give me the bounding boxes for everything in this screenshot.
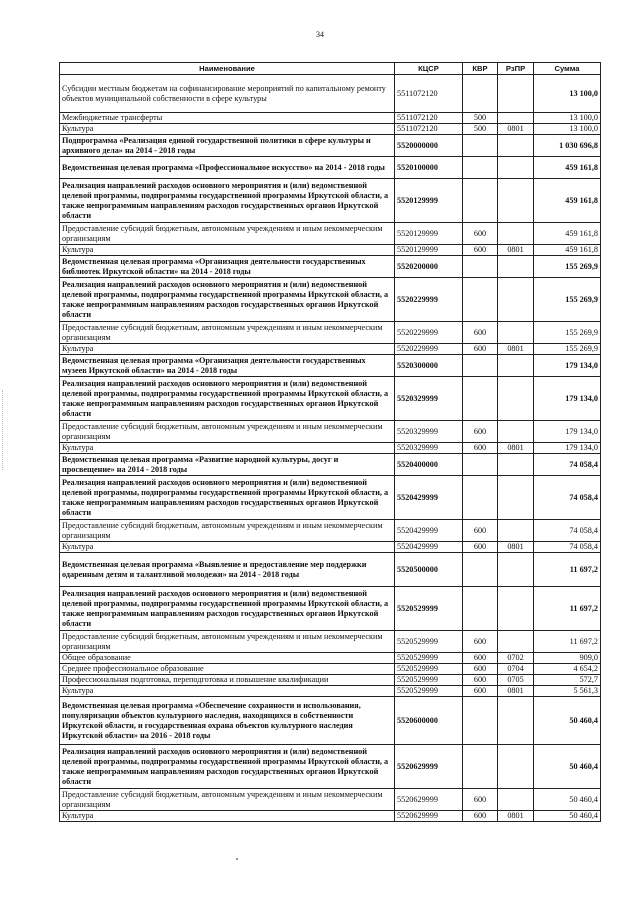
cell-kvr [463,355,498,377]
cell-sum: 155 269,9 [534,278,601,322]
cell-kvr: 600 [463,542,498,553]
cell-rzpr [498,553,534,587]
cell-rzpr [498,322,534,344]
cell-name: Среднее профессиональное образование [60,664,395,675]
cell-name: Культура [60,344,395,355]
table-row [60,745,601,789]
cell-sum: 179 134,0 [534,443,601,454]
cell-kvr [463,135,498,157]
cell-kvr: 600 [463,344,498,355]
table-row [60,421,601,443]
cell-name: Реализация направлений расходов основного мероприятия и (или) ведомственной целевой программы, подпрограммы государственной программы Иркутской области, а также непрограммным направлениям расходов государственных органов Иркутской области [60,179,395,223]
table-row [60,245,601,256]
header-kvr: КВР [463,63,498,75]
cell-code: 5520429999 [395,476,463,520]
cell-sum: 909,0 [534,653,601,664]
cell-code: 5520229999 [395,322,463,344]
cell-code: 5520629999 [395,789,463,811]
cell-sum: 179 134,0 [534,421,601,443]
cell-rzpr: 0801 [498,686,534,697]
table-row [60,223,601,245]
cell-code: 5520529999 [395,653,463,664]
cell-rzpr [498,745,534,789]
cell-sum: 74 058,4 [534,454,601,476]
cell-kvr: 600 [463,223,498,245]
table-row [60,179,601,223]
cell-kvr [463,179,498,223]
cell-sum: 179 134,0 [534,355,601,377]
cell-kvr: 600 [463,631,498,653]
table-row [60,124,601,135]
cell-name: Культура [60,542,395,553]
cell-code: 5520429999 [395,520,463,542]
cell-kvr: 600 [463,789,498,811]
cell-name: Культура [60,443,395,454]
cell-code: 5520629999 [395,745,463,789]
table-row [60,355,601,377]
cell-name: Общее образование [60,653,395,664]
scan-dot [236,858,238,860]
cell-sum: 74 058,4 [534,476,601,520]
cell-rzpr [498,75,534,113]
cell-code: 5520129999 [395,245,463,256]
cell-rzpr: 0801 [498,124,534,135]
cell-name: Предоставление субсидий бюджетным, автономным учреждениям и иным некоммерческим организациям [60,421,395,443]
cell-sum: 155 269,9 [534,344,601,355]
cell-rzpr: 0801 [498,811,534,822]
cell-name: Ведомственная целевая программа «Развитие народной культуры, досуг и просвещение» на 2014 - 2018 годы [60,454,395,476]
cell-code: 5520129999 [395,223,463,245]
cell-name: Культура [60,245,395,256]
table-row [60,157,601,179]
cell-rzpr [498,520,534,542]
cell-code: 5520400000 [395,454,463,476]
cell-sum: 13 100,0 [534,113,601,124]
cell-code: 5520500000 [395,553,463,587]
table-row [60,664,601,675]
cell-code: 5520229999 [395,344,463,355]
cell-rzpr [498,377,534,421]
cell-sum: 74 058,4 [534,542,601,553]
cell-rzpr [498,135,534,157]
cell-code: 5511072120 [395,113,463,124]
cell-kvr: 600 [463,811,498,822]
budget-table [59,62,601,822]
cell-kvr: 600 [463,443,498,454]
cell-kvr: 600 [463,653,498,664]
cell-code: 5520529999 [395,664,463,675]
cell-kvr [463,697,498,745]
table-row [60,653,601,664]
cell-code: 5520129999 [395,179,463,223]
cell-rzpr [498,476,534,520]
scan-edge-mark [2,390,5,470]
table-row [60,587,601,631]
cell-kvr [463,476,498,520]
header-rzpr: РзПР [498,63,534,75]
table-row [60,75,601,113]
cell-kvr: 600 [463,245,498,256]
cell-rzpr [498,179,534,223]
table-row [60,113,601,124]
cell-name: Ведомственная целевая программа «Выявление и предоставление мер поддержки одаренным детям и талантливой молодежи» на 2014 - 2018 годы [60,553,395,587]
cell-name: Реализация направлений расходов основного мероприятия и (или) ведомственной целевой программы, подпрограммы государственной программы Иркутской области, а также непрограммным направлениям расходов государственных органов Иркутской области [60,587,395,631]
cell-name: Субсидии местным бюджетам на софинансирование мероприятий по капитальному ремонту объектов муниципальной собственности в сфере культуры [60,75,395,113]
cell-kvr: 600 [463,675,498,686]
table-row [60,520,601,542]
header-name: Наименование [60,63,395,75]
cell-kvr: 600 [463,686,498,697]
cell-kvr [463,75,498,113]
cell-kvr: 600 [463,322,498,344]
cell-rzpr [498,113,534,124]
cell-kvr: 600 [463,520,498,542]
cell-name: Ведомственная целевая программа «Организация деятельности государственных музеев Иркутской области» на 2014 - 2018 годы [60,355,395,377]
cell-code: 5520300000 [395,355,463,377]
cell-sum: 11 697,2 [534,631,601,653]
cell-sum: 459 161,8 [534,223,601,245]
cell-kvr: 500 [463,113,498,124]
cell-rzpr [498,421,534,443]
table-header-row [60,63,601,75]
cell-name: Предоставление субсидий бюджетным, автономным учреждениям и иным некоммерческим организациям [60,322,395,344]
cell-name: Ведомственная целевая программа «Организация деятельности государственных библиотек Иркутской области» на 2014 - 2018 годы [60,256,395,278]
cell-sum: 459 161,8 [534,157,601,179]
cell-sum: 11 697,2 [534,587,601,631]
cell-name: Реализация направлений расходов основного мероприятия и (или) ведомственной целевой программы, подпрограммы государственной программы Иркутской области, а также непрограммным направлениям расходов государственных органов Иркутской области [60,476,395,520]
table-row [60,476,601,520]
cell-code: 5520600000 [395,697,463,745]
cell-rzpr: 0801 [498,344,534,355]
table-row [60,631,601,653]
cell-name: Реализация направлений расходов основного мероприятия и (или) ведомственной целевой программы, подпрограммы государственной программы Иркутской области, а также непрограммным направлениям расходов государственных органов Иркутской области [60,377,395,421]
cell-kvr [463,745,498,789]
cell-code: 5520329999 [395,377,463,421]
table-row [60,454,601,476]
cell-code: 5520429999 [395,542,463,553]
table-row [60,542,601,553]
header-code: КЦСР [395,63,463,75]
cell-kvr: 600 [463,664,498,675]
cell-rzpr [498,278,534,322]
cell-rzpr [498,223,534,245]
cell-kvr [463,278,498,322]
table-body [60,75,601,822]
cell-kvr [463,454,498,476]
cell-rzpr: 0702 [498,653,534,664]
cell-rzpr [498,454,534,476]
cell-kvr [463,377,498,421]
table-row [60,278,601,322]
cell-code: 5511072120 [395,124,463,135]
page-number: 34 [316,30,324,39]
cell-kvr [463,256,498,278]
cell-name: Предоставление субсидий бюджетным, автономным учреждениям и иным некоммерческим организациям [60,223,395,245]
cell-sum: 459 161,8 [534,245,601,256]
cell-code: 5520000000 [395,135,463,157]
cell-sum: 459 161,8 [534,179,601,223]
cell-code: 5511072120 [395,75,463,113]
cell-name: Предоставление субсидий бюджетным, автономным учреждениям и иным некоммерческим организациям [60,520,395,542]
cell-name: Профессиональная подготовка, переподготовка и повышение квалификации [60,675,395,686]
cell-sum: 179 134,0 [534,377,601,421]
cell-sum: 13 100,0 [534,75,601,113]
cell-sum: 13 100,0 [534,124,601,135]
table-row [60,697,601,745]
cell-sum: 50 460,4 [534,697,601,745]
cell-code: 5520529999 [395,675,463,686]
header-sum: Сумма [534,63,601,75]
cell-sum: 11 697,2 [534,553,601,587]
cell-sum: 50 460,4 [534,811,601,822]
cell-name: Культура [60,686,395,697]
cell-rzpr [498,697,534,745]
cell-kvr [463,157,498,179]
cell-code: 5520329999 [395,443,463,454]
table-row [60,811,601,822]
cell-code: 5520100000 [395,157,463,179]
table-row [60,443,601,454]
cell-name: Культура [60,124,395,135]
cell-sum: 155 269,9 [534,322,601,344]
cell-sum: 4 654,2 [534,664,601,675]
cell-name: Ведомственная целевая программа «Профессиональное искусство» на 2014 - 2018 годы [60,157,395,179]
cell-sum: 1 030 696,8 [534,135,601,157]
cell-rzpr: 0801 [498,443,534,454]
cell-code: 5520529999 [395,686,463,697]
cell-kvr [463,553,498,587]
table-row [60,344,601,355]
cell-sum: 572,7 [534,675,601,686]
table-row [60,135,601,157]
cell-kvr: 600 [463,421,498,443]
cell-rzpr [498,256,534,278]
cell-name: Подпрограмма «Реализация единой государственной политики в сфере культуры и архивного дела» на 2014 - 2018 годы [60,135,395,157]
cell-sum: 74 058,4 [534,520,601,542]
cell-rzpr [498,631,534,653]
cell-name: Ведомственная целевая программа «Обеспечение сохранности и использования, популяризации объектов культурного наследия, находящихся в собственности Иркутской области, и государственная охрана объектов культурного наследия Иркутской области» на 2016 - 2018 годы [60,697,395,745]
cell-kvr [463,587,498,631]
cell-name: Предоставление субсидий бюджетным, автономным учреждениям и иным некоммерческим организациям [60,789,395,811]
cell-code: 5520529999 [395,631,463,653]
cell-name: Предоставление субсидий бюджетным, автономным учреждениям и иным некоммерческим организациям [60,631,395,653]
cell-kvr: 500 [463,124,498,135]
table-row [60,675,601,686]
table-row [60,256,601,278]
table-row [60,686,601,697]
cell-name: Реализация направлений расходов основного мероприятия и (или) ведомственной целевой программы, подпрограммы государственной программы Иркутской области, а также непрограммным направлениям расходов государственных органов Иркутской области [60,745,395,789]
cell-rzpr [498,789,534,811]
cell-code: 5520200000 [395,256,463,278]
cell-rzpr: 0705 [498,675,534,686]
cell-code: 5520329999 [395,421,463,443]
cell-code: 5520629999 [395,811,463,822]
cell-rzpr: 0704 [498,664,534,675]
table-row [60,377,601,421]
cell-sum: 155 269,9 [534,256,601,278]
cell-rzpr [498,587,534,631]
cell-rzpr: 0801 [498,245,534,256]
table-row [60,322,601,344]
cell-code: 5520229999 [395,278,463,322]
cell-name: Реализация направлений расходов основного мероприятия и (или) ведомственной целевой программы, подпрограммы государственной программы Иркутской области, а также непрограммным направлениям расходов государственных органов Иркутской области [60,278,395,322]
cell-code: 5520529999 [395,587,463,631]
table-row [60,553,601,587]
cell-rzpr [498,157,534,179]
cell-sum: 50 460,4 [534,789,601,811]
cell-name: Межбюджетные трансферты [60,113,395,124]
cell-sum: 50 460,4 [534,745,601,789]
table-row [60,789,601,811]
cell-rzpr [498,355,534,377]
cell-sum: 5 561,3 [534,686,601,697]
cell-name: Культура [60,811,395,822]
cell-rzpr: 0801 [498,542,534,553]
